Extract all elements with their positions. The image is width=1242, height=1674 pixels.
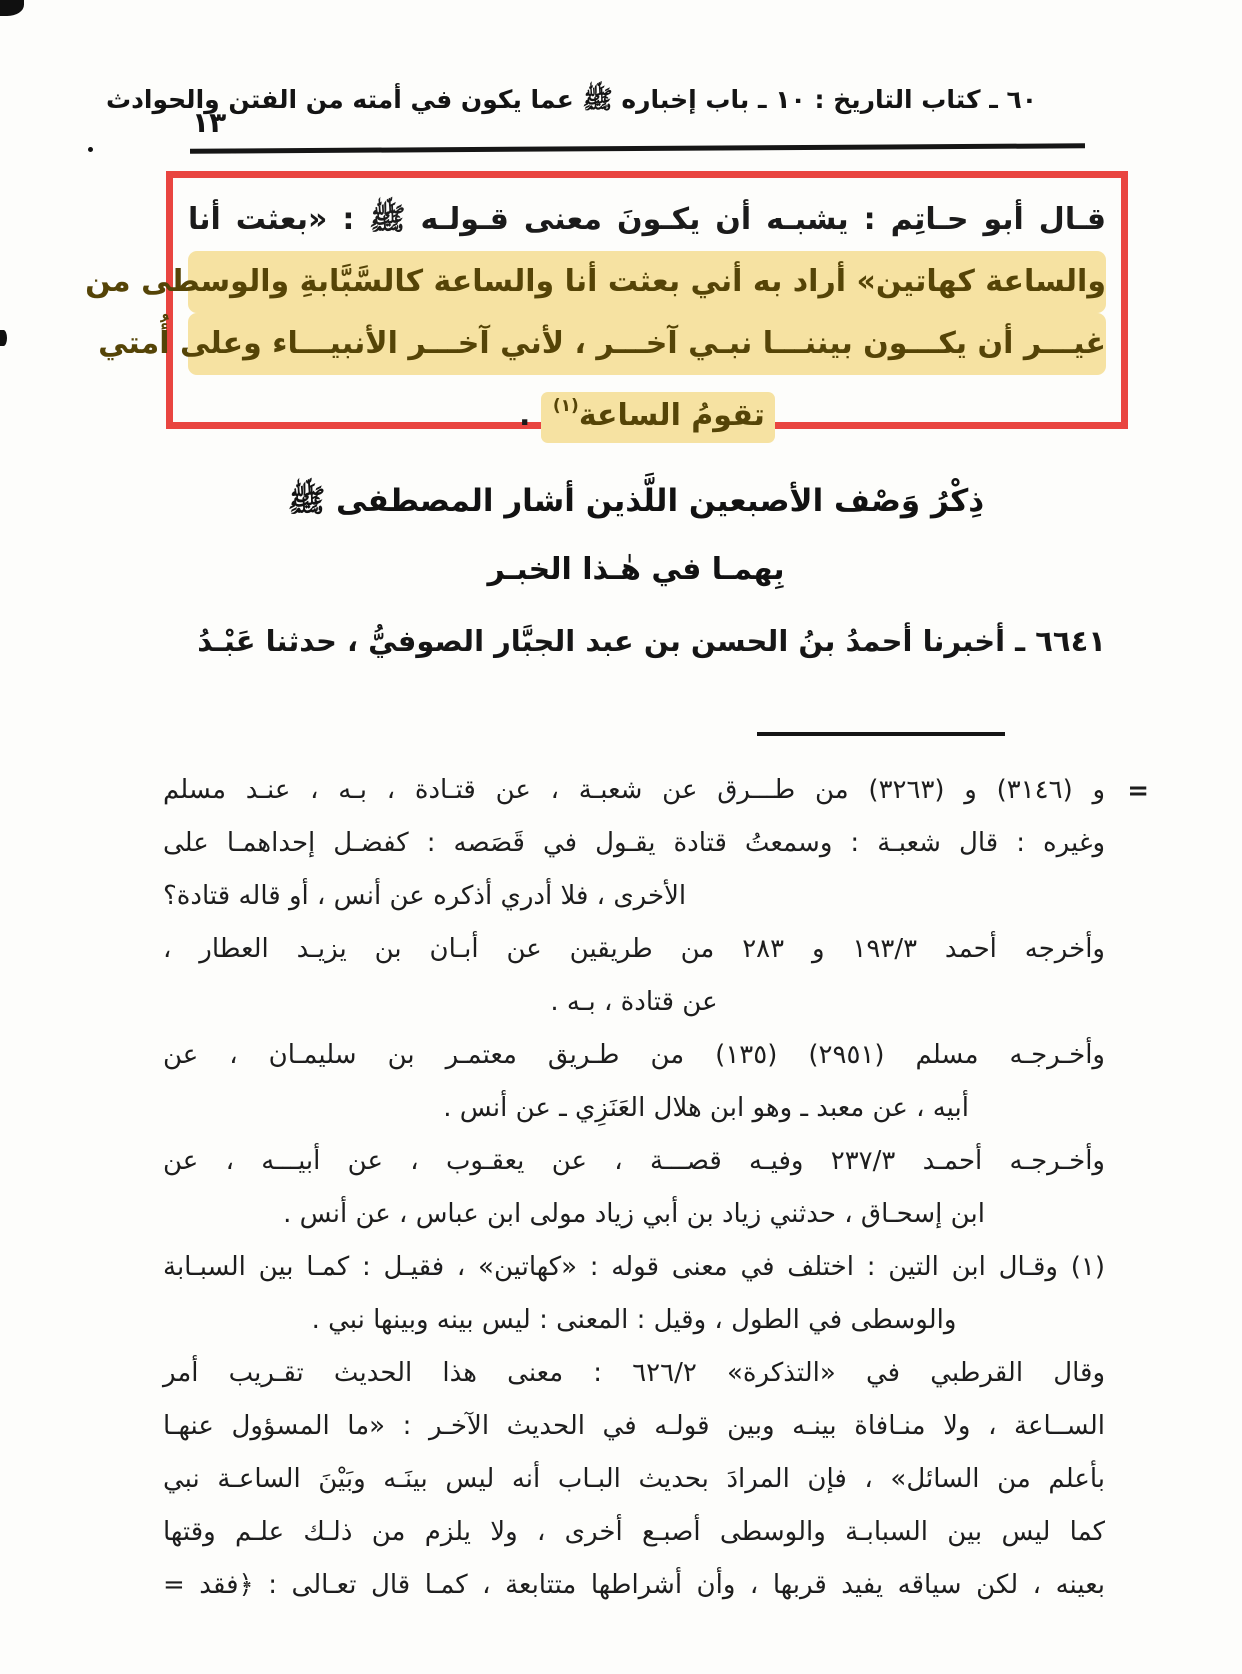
footnote-line: وأخرجه أحمد ١٩٣/٣ و ٢٨٣ من طريقين عن أبـان بن يزيـد العطار ، <box>163 934 1105 964</box>
footnote-line: (١) وقـال ابن التين : اختلف في معنى قوله : «كهاتين» ، فقيـل : كمـا بين السبـابة <box>163 1252 1105 1282</box>
scan-artifact-corner <box>0 0 24 16</box>
continuation-marker: = <box>1127 776 1149 806</box>
scan-artifact-edge <box>0 330 7 346</box>
header-rule <box>190 143 1085 153</box>
red-annotation-box <box>85 171 1128 433</box>
section-heading-line-1: ذِكْرُ وَصْف الأصبعين اللَّذين أشار المصطفى ﷺ <box>287 483 985 519</box>
footnote-line: الســاعة ، ولا منـافاة بينـه وبين قولـه في الحديث الآخـر : «ما المسؤول عنهـا <box>163 1411 1105 1441</box>
scan-artifact-speck <box>88 147 93 152</box>
footnote-line: وقال القرطبي في «التذكرة» ٦٢٦/٢ : معنى هذا الحديث تقـريب أمر <box>163 1358 1106 1388</box>
footnote-line: كما ليس بين السبابـة والوسطى أصبـع أخرى ، ولا يلزم من ذلـك علـم وقتها <box>163 1517 1105 1547</box>
quote-line-3-highlighted: غيـــر أن يكـــون بيننـــا نبـي آخـــر ، لأني آخـــر الأنبيـــاء وعلى أُمتي <box>188 313 1106 375</box>
footnote-line: وأخـرجـه أحمـد ٢٣٧/٣ وفيـه قصـــة ، عن يعقـوب ، عن أبيـــه ، عن <box>163 1146 1105 1176</box>
footnote-line: و (٣١٤٦) و (٣٢٦٣) من طـــرق عن شعبـة ، عن قتـادة ، بـه ، عنـد مسلم <box>163 775 1105 805</box>
highlighted-phrase <box>541 392 775 443</box>
footnote-line: بأعلم من السائل» ، فإن المرادَ بحديث البـاب أنه ليس بينَـه وبَيْنَ الساعـة نبي <box>163 1464 1105 1494</box>
quote-line-4 <box>188 375 1106 437</box>
footnote-line: الأخرى ، فلا أدري أذكره عن أنس ، أو قاله قتادة؟ <box>163 881 687 911</box>
running-header-title: ٦٠ ـ كتاب التاريخ : ١٠ ـ باب إخباره ﷺ عما يكون في أمته من الفتن والحوادث <box>105 85 1037 114</box>
footnote-line: وغيره : قال شعبـة : وسمعتُ قتادة يقـول في قَصَصه : كفضـل إحداهمـا على <box>163 828 1105 858</box>
footnote-line: ابن إسحـاق ، حدثني زياد بن أبي زياد مولى ابن عباس ، عن أنس . <box>283 1199 985 1229</box>
quote-line-4-period: . <box>519 398 541 433</box>
page-number: ١٣ <box>192 106 227 139</box>
footnotes-block <box>163 764 1149 1612</box>
quote-line-4-text: تقومُ الساعة <box>578 398 765 433</box>
footnote-reference-1: (١) <box>552 396 579 416</box>
footnote-divider <box>757 732 1005 736</box>
footnote-line: وأخـرجـه مسلم (٢٩٥١) (١٣٥) من طـريق معتمـر بن سليمـان ، عن <box>163 1040 1105 1070</box>
footnote-line: بعينه ، لكن سياقه يفيد قربها ، وأن أشراطها متتابعة ، كمـا قال تعـالى : ﴿فقد = <box>163 1570 1105 1600</box>
footnote-line: أبيه ، عن معبد ـ وهو ابن هلال العَنَزِي ـ عن أنس . <box>443 1093 969 1123</box>
footnote-line: والوسطى في الطول ، وقيل : المعنى : ليس بينه وبينها نبي . <box>311 1305 957 1335</box>
quote-box-content <box>85 178 1121 437</box>
quote-line-2-highlighted: والساعة كهاتين» أراد به أني بعثت أنا والساعة كالسَّبَّابةِ والوسطى من <box>188 251 1106 313</box>
section-heading-line-2: بِهمـا في هٰـذا الخبـر <box>487 552 785 587</box>
quote-line-1: قـال أبو حـاتِم : يشبـه أن يكـونَ معنى قـولـه ﷺ : «بعثت أنا <box>188 202 1106 237</box>
hadith-6641-line: ٦٦٤١ ـ أخبرنا أحمدُ بنُ الحسن بن عبد الجبَّار الصوفيُّ ، حدثنا عَبْـدُ <box>197 624 1106 658</box>
footnote-line: عن قتادة ، بـه . <box>550 987 718 1017</box>
